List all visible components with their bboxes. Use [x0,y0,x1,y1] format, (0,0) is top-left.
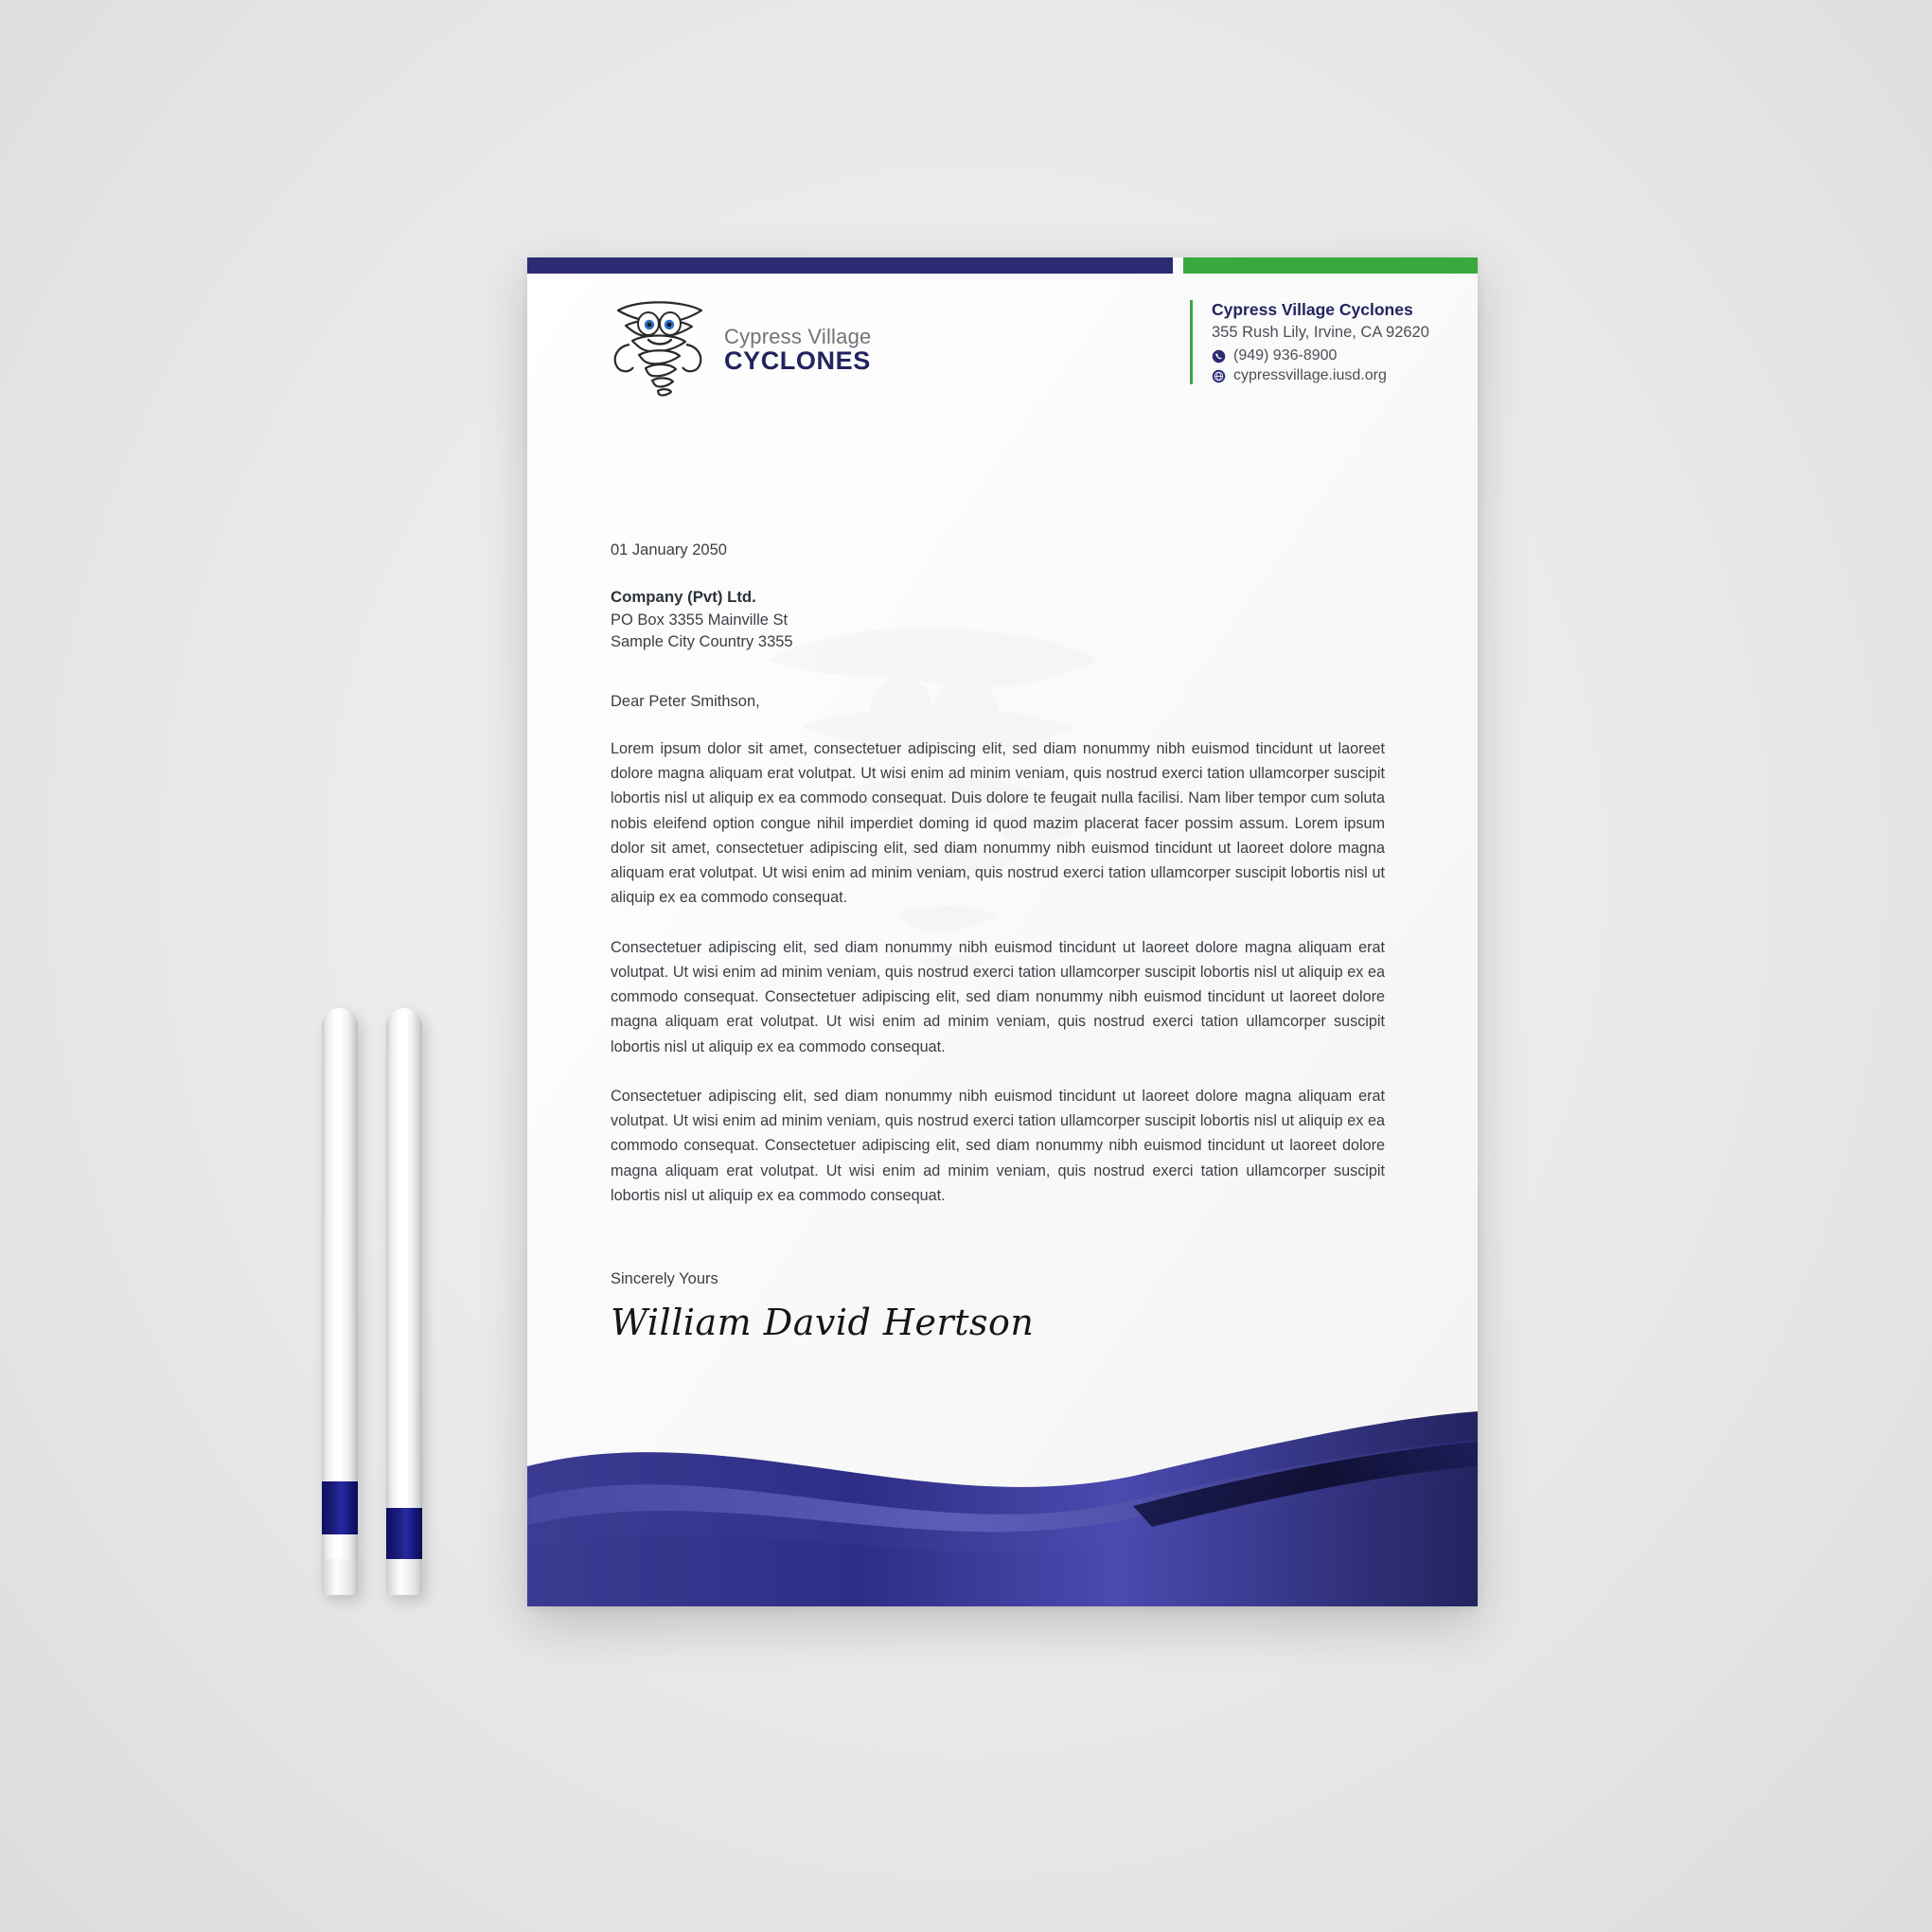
contact-phone: (949) 936-8900 [1233,347,1338,363]
letter-closing: Sincerely Yours [611,1269,718,1287]
letter-paragraph: Lorem ipsum dolor sit amet, consectetuer adipiscing elit, sed diam nonummy nibh euismod tincidunt ut laoreet dolore magna aliquam erat volutpat. Ut wisi enim ad minim veniam, quis nostrud exerci tation ullamcorper suscipit lobortis nisl ut aliquip ex ea commodo consequat. Duis dolore te feugait nulla facilisi. Nam liber tempor cum soluta nobis eleifend option congue nihil imperdiet doming id quod mazim placerat facer possim assum. Lorem ipsum dolor sit amet, consectetuer adipiscing elit, sed diam nonummy nibh euismod tincidunt ut laoreet dolore magna aliquam erat volutpat. Ut wisi enim ad minim veniam, quis nostrud exerci tation ullamcorper suscipit lobortis nisl ut aliquip ex ea commodo consequat. [611,740,1385,907]
contact-website-row[interactable] [1212,367,1429,384]
pen-tip [386,1559,422,1595]
footer-wave-graphic [527,1408,1478,1606]
brand-name-line1: Cypress Village [724,325,872,349]
contact-address: 355 Rush Lily, Irvine, CA 92620 [1212,324,1429,341]
header-bar-navy [527,257,1173,274]
letter-paragraph: Consectetuer adipiscing elit, sed diam nonummy nibh euismod tincidunt ut laoreet dolore magna aliquam erat volutpat. Ut wisi enim ad minim veniam, quis nostrud exerci tation ullamcorper suscipit lobortis nisl ut aliquip ex ea commodo consequat. Consectetuer adipiscing elit, sed diam nonummy nibh euismod tincidunt ut laoreet dolore magna aliquam erat volutpat. Ut wisi enim ad minim veniam, quis nostrud exerci tation ullamcorper suscipit lobortis nisl ut aliquip ex ea commodo consequat. [611,938,1385,1055]
brand-name-line2: CYCLONES [724,346,871,376]
letter-date: 01 January 2050 [611,541,727,558]
recipient-name: Company (Pvt) Ltd. [611,588,756,606]
header-bar-green [1183,257,1478,274]
contact-phone-row[interactable] [1212,347,1429,364]
pen-pair [322,1008,454,1604]
contact-website: cypressvillage.iusd.org [1233,367,1387,383]
letterhead-page [527,257,1478,1606]
brand-wordmark [724,326,871,374]
pen-left [322,1008,358,1595]
page-surface [527,257,1478,1606]
letter-signature: William David Hertson [611,1301,1035,1343]
recipient-line-2: Sample City Country 3355 [611,633,793,650]
contact-block [1190,300,1429,384]
letter-salutation: Dear Peter Smithson, [611,693,760,710]
globe-icon [1212,369,1226,383]
pen-grip-band [322,1481,358,1534]
recipient-address [611,588,1385,651]
letter-paragraph: Consectetuer adipiscing elit, sed diam nonummy nibh euismod tincidunt ut laoreet dolore magna aliquam erat volutpat. Ut wisi enim ad minim veniam, quis nostrud exerci tation ullamcorper suscipit lobortis nisl ut aliquip ex ea commodo consequat. Consectetuer adipiscing elit, sed diam nonummy nibh euismod tincidunt ut laoreet dolore magna aliquam erat volutpat. Ut wisi enim ad minim veniam, quis nostrud exerci tation ullamcorper suscipit lobortis nisl ut aliquip ex ea commodo consequat. [611,1087,1385,1204]
pen-grip-band [386,1508,422,1561]
brand-logo [611,297,871,403]
pen-right [386,1008,422,1595]
recipient-line-1: PO Box 3355 Mainville St [611,612,789,629]
contact-organization: Cypress Village Cyclones [1212,300,1413,319]
pen-tip [322,1559,358,1595]
letter-body [611,541,1385,1343]
phone-icon [1212,349,1226,363]
tornado-mascot-icon [611,297,709,403]
